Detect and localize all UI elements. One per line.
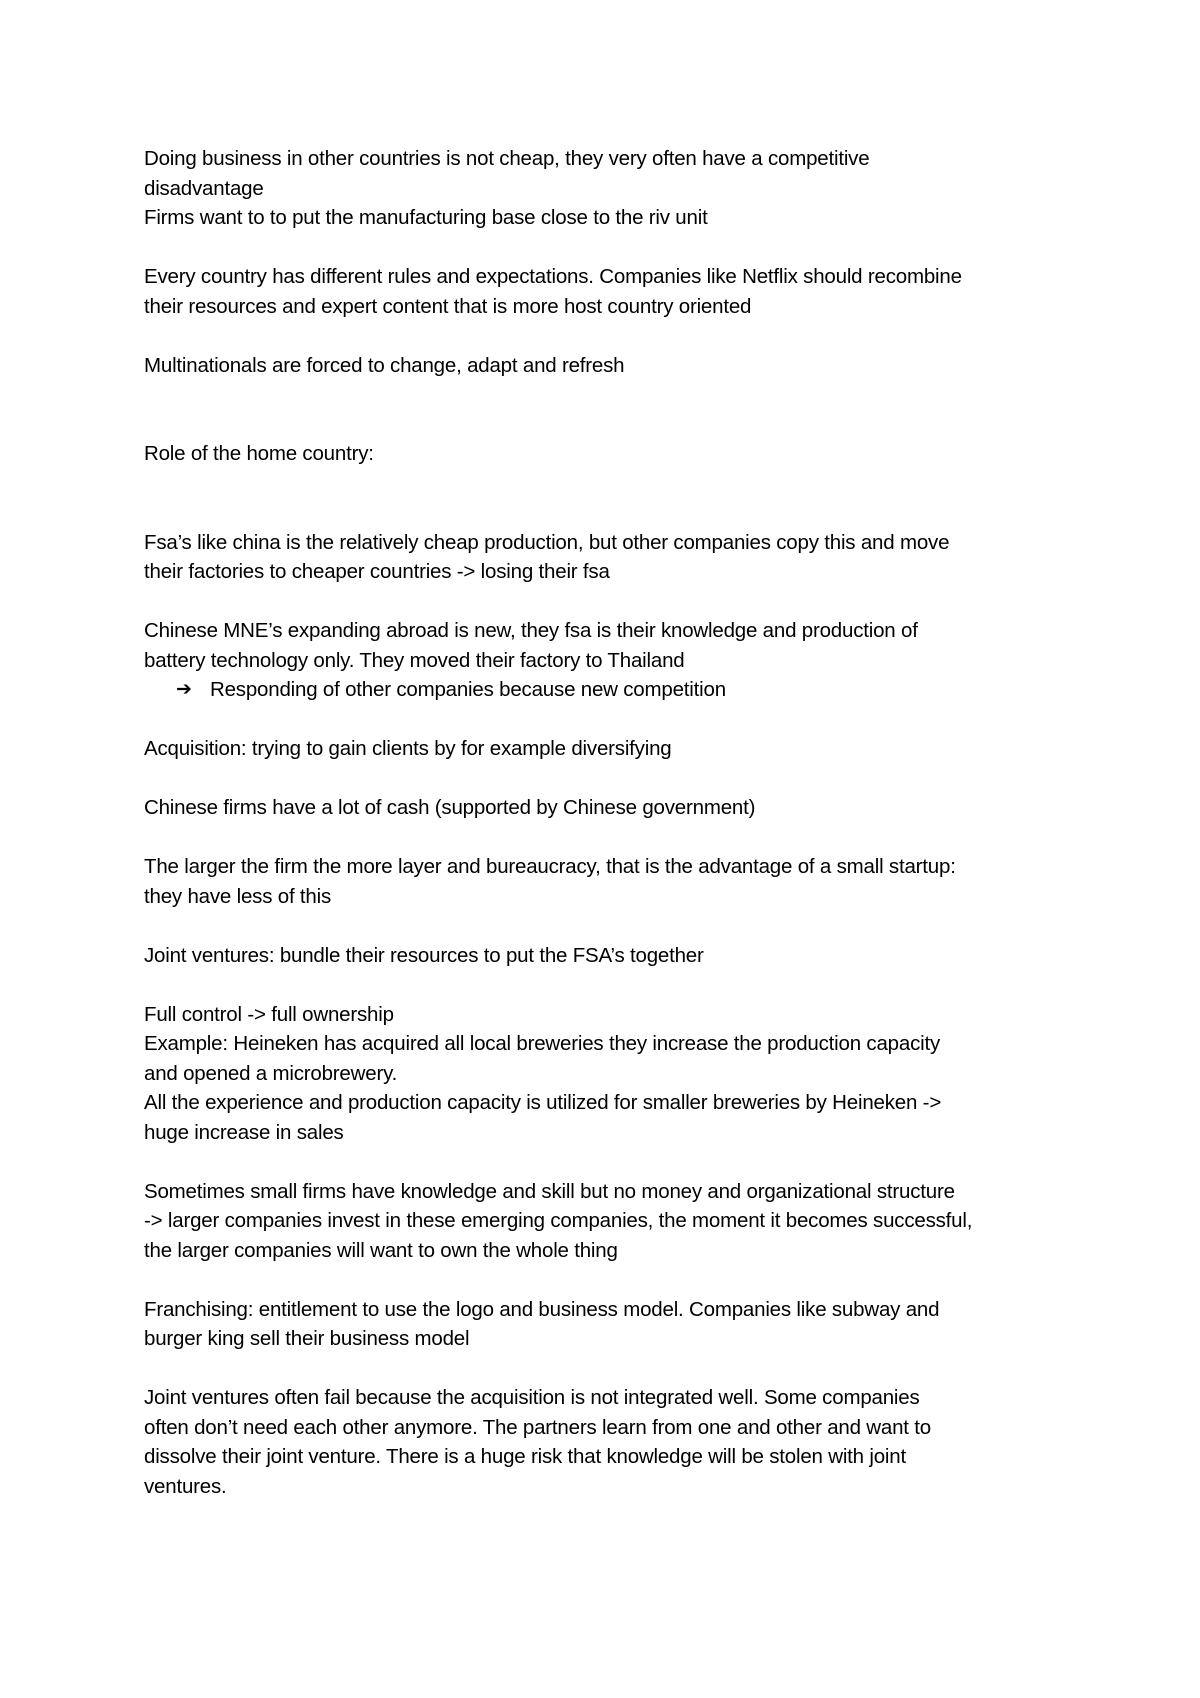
paragraph: [144, 793, 1064, 823]
text-line: ventures.: [144, 1474, 227, 1498]
blank-line: [144, 911, 1064, 941]
paragraph: [144, 734, 1064, 764]
text-line: dissolve their joint venture. There is a huge risk that knowledge will be stolen with joint: [144, 1445, 906, 1468]
paragraph: [144, 144, 1064, 233]
text-line: Example: Heineken has acquired all local breweries they increase the production capacity: [144, 1032, 941, 1055]
text-line: often don’t need each other anymore. The partners learn from one and other and want to: [144, 1415, 931, 1439]
paragraph: [144, 852, 1064, 911]
paragraph: [144, 1295, 1064, 1354]
text-line: huge increase in sales: [144, 1120, 344, 1144]
paragraph: [144, 616, 1064, 705]
paragraph: [144, 1383, 1064, 1501]
document-body: [144, 144, 1064, 1501]
paragraph: [144, 439, 1064, 469]
paragraph: [144, 262, 1064, 321]
text-line: disadvantage: [144, 176, 264, 200]
blank-line: [144, 410, 1064, 440]
blank-line: [144, 587, 1064, 617]
blank-line: [144, 1147, 1064, 1177]
text-line: battery technology only. They moved their factory to Thailand: [144, 648, 685, 672]
text-line: their factories to cheaper countries -> losing their fsa: [144, 560, 610, 583]
blank-line: [144, 321, 1064, 351]
paragraph: [144, 351, 1064, 381]
text-line: Joint ventures: bundle their resources to put the FSA’s together: [144, 943, 704, 967]
blank-line: [144, 705, 1064, 735]
paragraph: [144, 1177, 1064, 1266]
paragraph: [144, 1000, 1064, 1148]
blank-line: [144, 823, 1064, 853]
paragraph: [144, 528, 1064, 587]
blank-line: [144, 1265, 1064, 1295]
blank-line: [144, 469, 1064, 499]
text-line: burger king sell their business model: [144, 1327, 470, 1350]
text-line: Multinationals are forced to change, adapt and refresh: [144, 353, 625, 377]
text-line: Fsa’s like china is the relatively cheap production, but other companies copy this and move: [144, 530, 950, 554]
text-line: Full control -> full ownership: [144, 1002, 394, 1026]
text-line: All the experience and production capacity is utilized for smaller breweries by Heineken ->: [144, 1091, 942, 1114]
text-line: Acquisition: trying to gain clients by for example diversifying: [144, 737, 672, 760]
bullet-item: [144, 675, 1064, 705]
text-line: Firms want to to put the manufacturing base close to the riv unit: [144, 206, 708, 229]
blank-line: [144, 764, 1064, 794]
section-heading: Role of the home country:: [144, 442, 374, 465]
text-line: Chinese MNE’s expanding abroad is new, they fsa is their knowledge and production of: [144, 619, 918, 642]
bullet-text: Responding of other companies because new competition: [210, 678, 726, 701]
text-line: the larger companies will want to own the whole thing: [144, 1238, 618, 1262]
text-line: Every country has different rules and expectations. Companies like Netflix should recombine: [144, 265, 962, 288]
blank-line: [144, 380, 1064, 410]
blank-line: [144, 498, 1064, 528]
text-line: -> larger companies invest in these emerging companies, the moment it becomes successful,: [144, 1209, 973, 1232]
text-line: Sometimes small firms have knowledge and skill but no money and organizational structure: [144, 1179, 955, 1203]
blank-line: [144, 233, 1064, 263]
text-line: Joint ventures often fail because the acquisition is not integrated well. Some companies: [144, 1386, 920, 1409]
text-line: and opened a microbrewery.: [144, 1061, 398, 1085]
text-line: Franchising: entitlement to use the logo and business model. Companies like subway and: [144, 1297, 940, 1321]
blank-line: [144, 1354, 1064, 1384]
text-line: they have less of this: [144, 884, 332, 908]
text-line: their resources and expert content that is more host country oriented: [144, 294, 752, 318]
text-line: The larger the firm the more layer and bureaucracy, that is the advantage of a small startup:: [144, 855, 956, 878]
text-line: Doing business in other countries is not cheap, they very often have a competitive: [144, 147, 870, 170]
blank-line: [144, 970, 1064, 1000]
text-line: Chinese firms have a lot of cash (supported by Chinese government): [144, 796, 756, 819]
arrow-right-icon: ➔: [176, 678, 192, 700]
paragraph: [144, 941, 1064, 971]
